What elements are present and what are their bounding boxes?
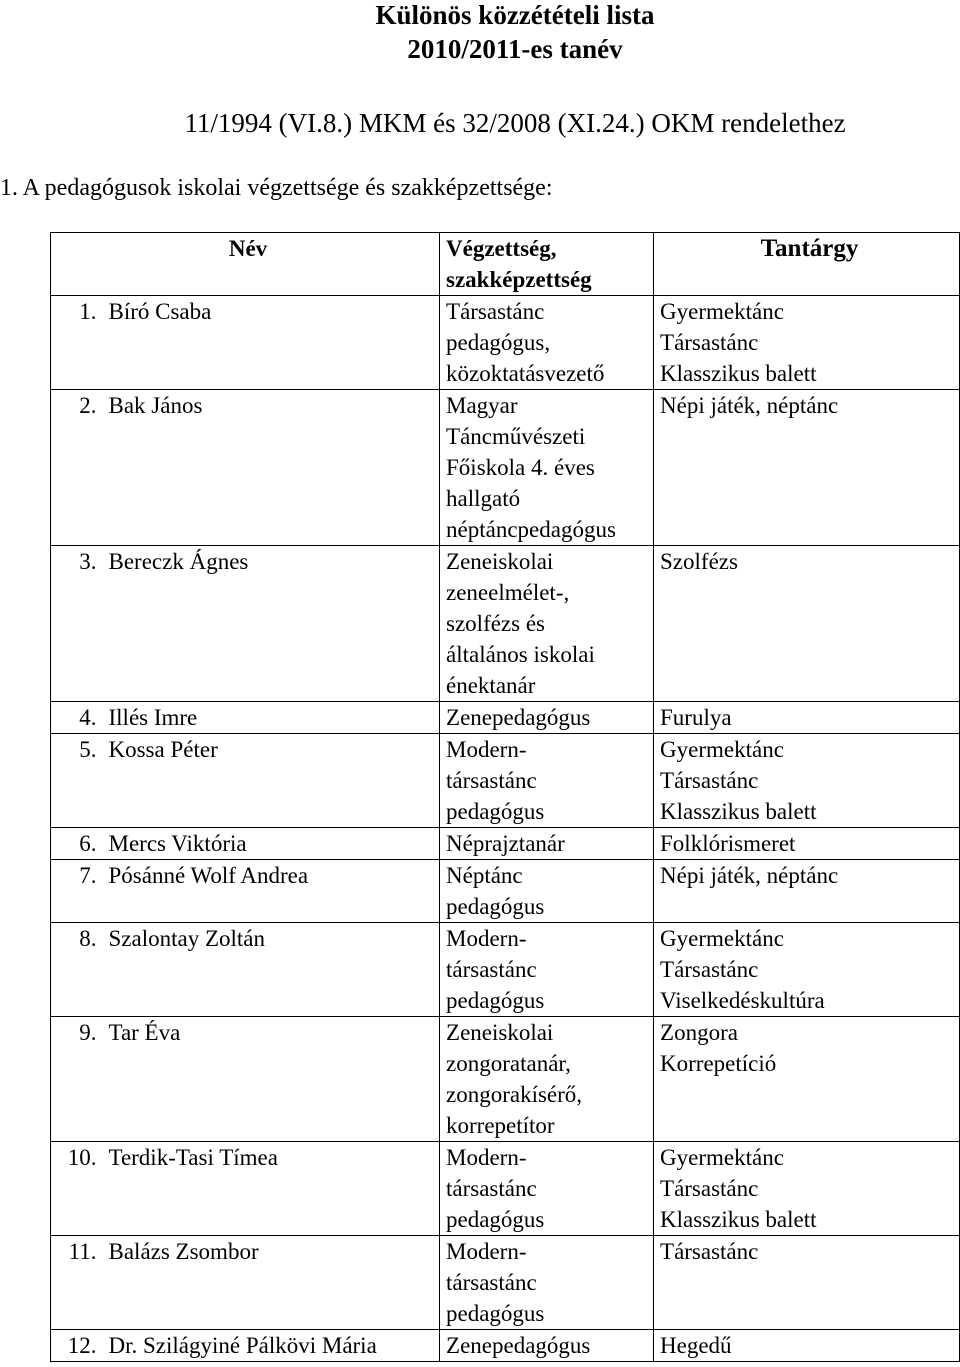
qualification-cell: [440, 1017, 654, 1142]
subject-line: Gyermektánc: [660, 737, 784, 762]
teacher-name: Bíró Csaba: [103, 296, 440, 390]
header-name: Név: [51, 233, 440, 296]
school-year: 2010/2011-es tanév: [407, 34, 623, 64]
subject-cell: [654, 828, 960, 860]
subject-line: Társastánc: [660, 768, 759, 793]
section-heading: 1. A pedagógusok iskolai végzettsége és szakképzettsége:: [0, 175, 553, 201]
table-row: [51, 1236, 960, 1330]
qualification-cell: [440, 828, 654, 860]
header-qualification-line2: szakképzettség: [446, 267, 592, 292]
teachers-table: [50, 232, 960, 1362]
table-row: [51, 828, 960, 860]
qualification-line: Modern-: [446, 1239, 527, 1264]
subject-line: Hegedű: [660, 1333, 732, 1358]
subject-line: Zongora: [660, 1020, 738, 1045]
qualification-line: Néprajztanár: [446, 831, 565, 856]
qualification-line: társastánc: [446, 768, 537, 793]
row-number: 10.: [51, 1142, 103, 1236]
header-qualification-line1: Végzettség,: [446, 236, 557, 261]
teacher-name: Bak János: [103, 390, 440, 546]
subject-line: Társastánc: [660, 1239, 759, 1264]
qualification-line: Zeneiskolai: [446, 549, 554, 574]
subject-line: Társastánc: [660, 330, 759, 355]
row-number: 2.: [51, 390, 103, 546]
subject-cell: [654, 1236, 960, 1330]
table-row: [51, 1330, 960, 1362]
subject-cell: [654, 734, 960, 828]
subject-cell: [654, 1017, 960, 1142]
qualification-line: énektanár: [446, 673, 536, 698]
teacher-name: Illés Imre: [103, 702, 440, 734]
table-row: [51, 734, 960, 828]
qualification-cell: [440, 1236, 654, 1330]
subject-line: Társastánc: [660, 1176, 759, 1201]
subject-line: Klasszikus balett: [660, 361, 817, 386]
qualification-line: pedagógus: [446, 1301, 545, 1326]
qualification-cell: [440, 702, 654, 734]
qualification-line: zongoratanár,: [446, 1051, 571, 1076]
table-row: [51, 296, 960, 390]
teacher-name: Terdik-Tasi Tímea: [103, 1142, 440, 1236]
subject-line: Viselkedéskultúra: [660, 988, 825, 1013]
subject-cell: [654, 923, 960, 1017]
row-number: 1.: [51, 296, 103, 390]
table-row: [51, 1017, 960, 1142]
subject-line: Korrepetíció: [660, 1051, 777, 1076]
qualification-line: korrepetítor: [446, 1113, 555, 1138]
subject-cell: [654, 296, 960, 390]
subject-line: Szolfézs: [660, 549, 738, 574]
qualification-line: hallgató: [446, 486, 521, 511]
table-header-row: [51, 233, 960, 296]
qualification-line: Társastánc: [446, 299, 545, 324]
qualification-cell: [440, 296, 654, 390]
teacher-name: Tar Éva: [103, 1017, 440, 1142]
qualification-line: Néptánc: [446, 863, 523, 888]
qualification-line: Zeneiskolai: [446, 1020, 554, 1045]
qualification-line: általános iskolai: [446, 642, 595, 667]
qualification-line: szolfézs és: [446, 611, 546, 636]
qualification-line: Modern-: [446, 737, 527, 762]
subject-cell: [654, 1142, 960, 1236]
subject-line: Gyermektánc: [660, 299, 784, 324]
subject-line: Gyermektánc: [660, 926, 784, 951]
row-number: 8.: [51, 923, 103, 1017]
header-qualification: [440, 233, 654, 296]
subject-line: Népi játék, néptánc: [660, 863, 839, 888]
table-row: [51, 860, 960, 923]
row-number: 7.: [51, 860, 103, 923]
qualification-line: pedagógus,: [446, 330, 551, 355]
row-number: 4.: [51, 702, 103, 734]
qualification-line: zongorakísérő,: [446, 1082, 583, 1107]
teacher-name: Mercs Viktória: [103, 828, 440, 860]
qualification-cell: [440, 1142, 654, 1236]
teacher-name: Pósánné Wolf Andrea: [103, 860, 440, 923]
row-number: 9.: [51, 1017, 103, 1142]
row-number: 12.: [51, 1330, 103, 1362]
qualification-line: néptáncpedagógus: [446, 517, 616, 542]
teacher-name: Kossa Péter: [103, 734, 440, 828]
subject-cell: [654, 1330, 960, 1362]
qualification-line: Magyar: [446, 393, 518, 418]
subject-line: Népi játék, néptánc: [660, 393, 839, 418]
subject-line: Furulya: [660, 705, 732, 730]
subject-cell: [654, 390, 960, 546]
row-number: 6.: [51, 828, 103, 860]
teacher-name: Bereczk Ágnes: [103, 546, 440, 702]
table-row: [51, 1142, 960, 1236]
regulation-reference: 11/1994 (VI.8.) MKM és 32/2008 (XI.24.) OKM rendelethez: [184, 108, 846, 138]
qualification-line: pedagógus: [446, 799, 545, 824]
table-row: [51, 546, 960, 702]
row-number: 11.: [51, 1236, 103, 1330]
subject-line: Társastánc: [660, 957, 759, 982]
subject-cell: [654, 860, 960, 923]
qualification-cell: [440, 546, 654, 702]
table-body: [51, 296, 960, 1362]
qualification-cell: [440, 923, 654, 1017]
qualification-cell: [440, 1330, 654, 1362]
qualification-cell: [440, 390, 654, 546]
row-number: 5.: [51, 734, 103, 828]
table-row: [51, 923, 960, 1017]
qualification-line: társastánc: [446, 1176, 537, 1201]
table-row: [51, 702, 960, 734]
qualification-cell: [440, 734, 654, 828]
qualification-line: pedagógus: [446, 1207, 545, 1232]
teacher-name: Szalontay Zoltán: [103, 923, 440, 1017]
subject-line: Gyermektánc: [660, 1145, 784, 1170]
header-subject: Tantárgy: [654, 233, 960, 296]
qualification-line: zeneelmélet-,: [446, 580, 570, 605]
qualification-line: közoktatásvezető: [446, 361, 605, 386]
teacher-name: Dr. Szilágyiné Pálkövi Mária: [103, 1330, 440, 1362]
qualification-line: társastánc: [446, 957, 537, 982]
qualification-line: pedagógus: [446, 988, 545, 1013]
teacher-name: Balázs Zsombor: [103, 1236, 440, 1330]
qualification-line: Zenepedagógus: [446, 1333, 591, 1358]
row-number: 3.: [51, 546, 103, 702]
subject-cell: [654, 702, 960, 734]
qualification-line: Zenepedagógus: [446, 705, 591, 730]
qualification-line: Táncművészeti: [446, 424, 586, 449]
subject-cell: [654, 546, 960, 702]
qualification-line: pedagógus: [446, 894, 545, 919]
document-title: Különös közzétételi lista: [375, 0, 655, 30]
qualification-line: Modern-: [446, 1145, 527, 1170]
qualification-cell: [440, 860, 654, 923]
subject-line: Klasszikus balett: [660, 1207, 817, 1232]
qualification-line: Főiskola 4. éves: [446, 455, 595, 480]
subject-line: Klasszikus balett: [660, 799, 817, 824]
qualification-line: társastánc: [446, 1270, 537, 1295]
qualification-line: Modern-: [446, 926, 527, 951]
subject-line: Folklórismeret: [660, 831, 796, 856]
table-row: [51, 390, 960, 546]
